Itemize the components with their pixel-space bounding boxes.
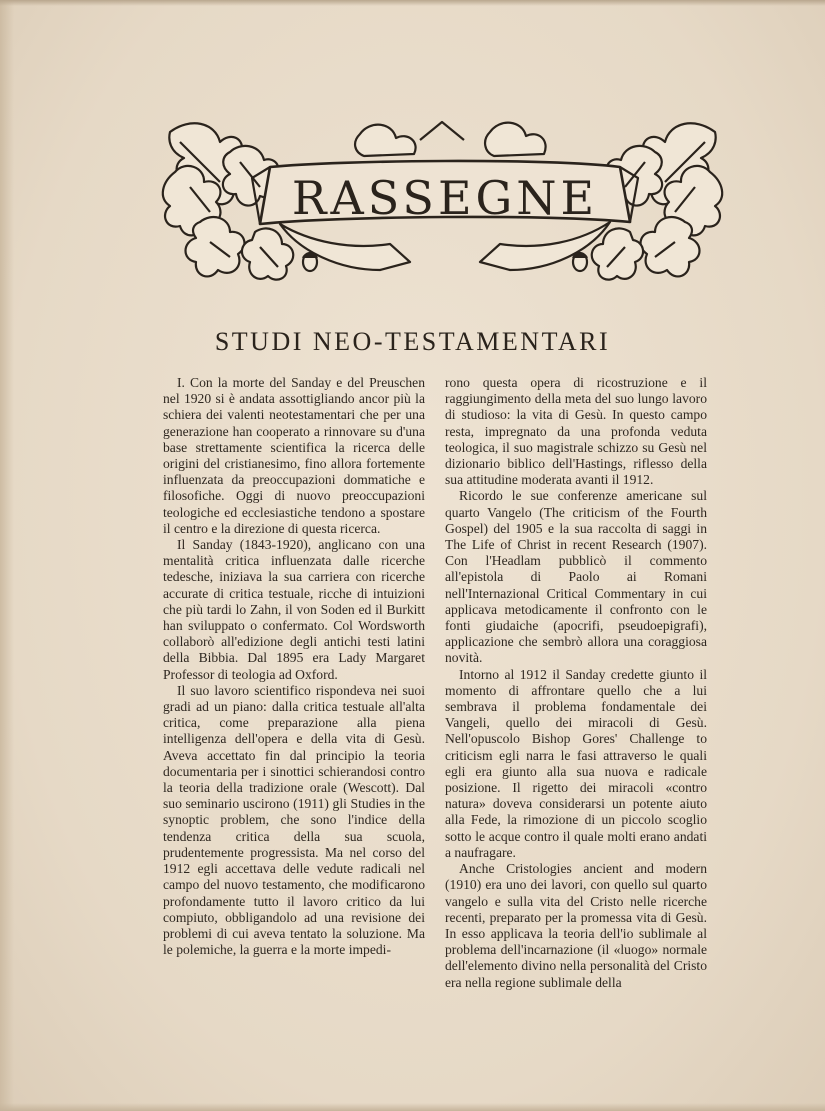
paragraph: Il Sanday (1843-1920), anglicano con una mentalità critica influenzata dalle ricerche tedesche, iniziava la sua carriera con ricerche accurate di critica testuale, ricche di intuizioni che più tardi lo Zahn, il von Soden ed il Burkitt han sviluppato o confermato. Col Wordsworth collaborò all'edizione degli antichi testi latini della Bibbia. Dal 1895 era Lady Margaret Professor di teologia ad Oxford.	[163, 537, 425, 682]
article-heading: STUDI NEO-TESTAMENTARI	[214, 327, 611, 356]
paragraph: rono questa opera di ricostruzione e il raggiungimento della meta del suo lungo lavoro di studioso: la vita di Gesù. In questo campo resta, impregnato da una profonda veduta teologica, il suo magistrale schizzo su Gesù nel dizionario biblico dell'Hastings, riflesso della sua attitudine moderata avanti il 1912.	[445, 375, 707, 488]
right-text-column	[445, 375, 707, 990]
paragraph: I. Con la morte del Sanday e del Preuschen nel 1920 si è andata assottigliando ancor più la schiera dei valenti neotestamentari che per una generazione han cooperato a rinnovare su d'una base strettamente scientifica la ricerca delle origini del cristianesimo, fino allora fortemente influenzata da preoccupazioni dommatiche e filosofiche. Oggi di nuovo preoccupazioni teologiche ed ecclesiastiche tendono a spostare il centro e la direzione di questa ricerca.	[163, 375, 425, 536]
page-edge-top	[0, 0, 825, 6]
banner-title: RASSEGNE	[291, 171, 599, 225]
paragraph: Il suo lavoro scientifico rispondeva nei suoi gradi ad un piano: dalla critica testuale all'alta critica, come preparazione alla piena intelligenza dell'opera e della vita di Gesù. Aveva accettato fin dal principio la teoria documentaria per i sinottici schierandosi contro la teoria della tradizione orale (Wescott). Dal suo seminario uscirono (1911) gli Studies in the synoptic problem, che sono l'indice della tendenza critica della sua scuola, prudentemente progressista. Ma nel corso del 1912 egli accettava delle vedute radicali nel campo del nuovo testamento, che modificarono profondamente tutto il lavoro critico da lui compiuto, obbligandolo ad una revisione dei problemi di cui aveva tentato la soluzione. Ma le polemiche, la guerra e la morte impedi-	[163, 682, 425, 958]
paragraph: Intorno al 1912 il Sanday credette giunto il momento di affrontare quello che a lui sembrava il problema fondamentale dei Vangeli, quello dei miracoli di Gesù. Nell'opuscolo Bishop Gores' Challenge to criticism egli narra le fasi attraverso le quali egli era giunto alla sua nuova e radicale posizione. Il rigetto dei miracoli «contro natura» doveva considerarsi un potente aiuto alla Fede, la rimozione di un piccolo scoglio sotto le acque contro il quale molti erano andati a naufragare.	[445, 666, 707, 860]
page-edge-bottom	[0, 1103, 825, 1111]
paragraph: Ricordo le sue conferenze americane sul quarto Vangelo (The criticism of the Fourth Gospel) del 1905 e la sua raccolta di saggi in The Life of Christ in recent Research (1907). Con l'Headlam pubblicò il commento all'epistola di Paolo ai Romani nell'Internazional Critical Commentary in cui applicava metodicamente il confronto con le fonti giudaiche (apocrifi, pseudoepigrafi), applicazione che sembrò allora una coraggiosa novità.	[445, 488, 707, 666]
left-text-column	[163, 375, 425, 958]
page-edge-left	[0, 0, 14, 1111]
rassegne-banner	[160, 112, 725, 287]
paragraph: Anche Cristologies ancient and modern (1910) era uno dei lavori, con quello sul quarto vangelo e sulla vita del Cristo nelle ricerche recenti, preparato per la promessa vita di Gesù. In esso applicava la teoria dell'io sublimale al problema dell'incarnazione (il «luogo» normale dell'elemento divino nella personalità del Cristo era nella regione sublimale della	[445, 861, 707, 990]
